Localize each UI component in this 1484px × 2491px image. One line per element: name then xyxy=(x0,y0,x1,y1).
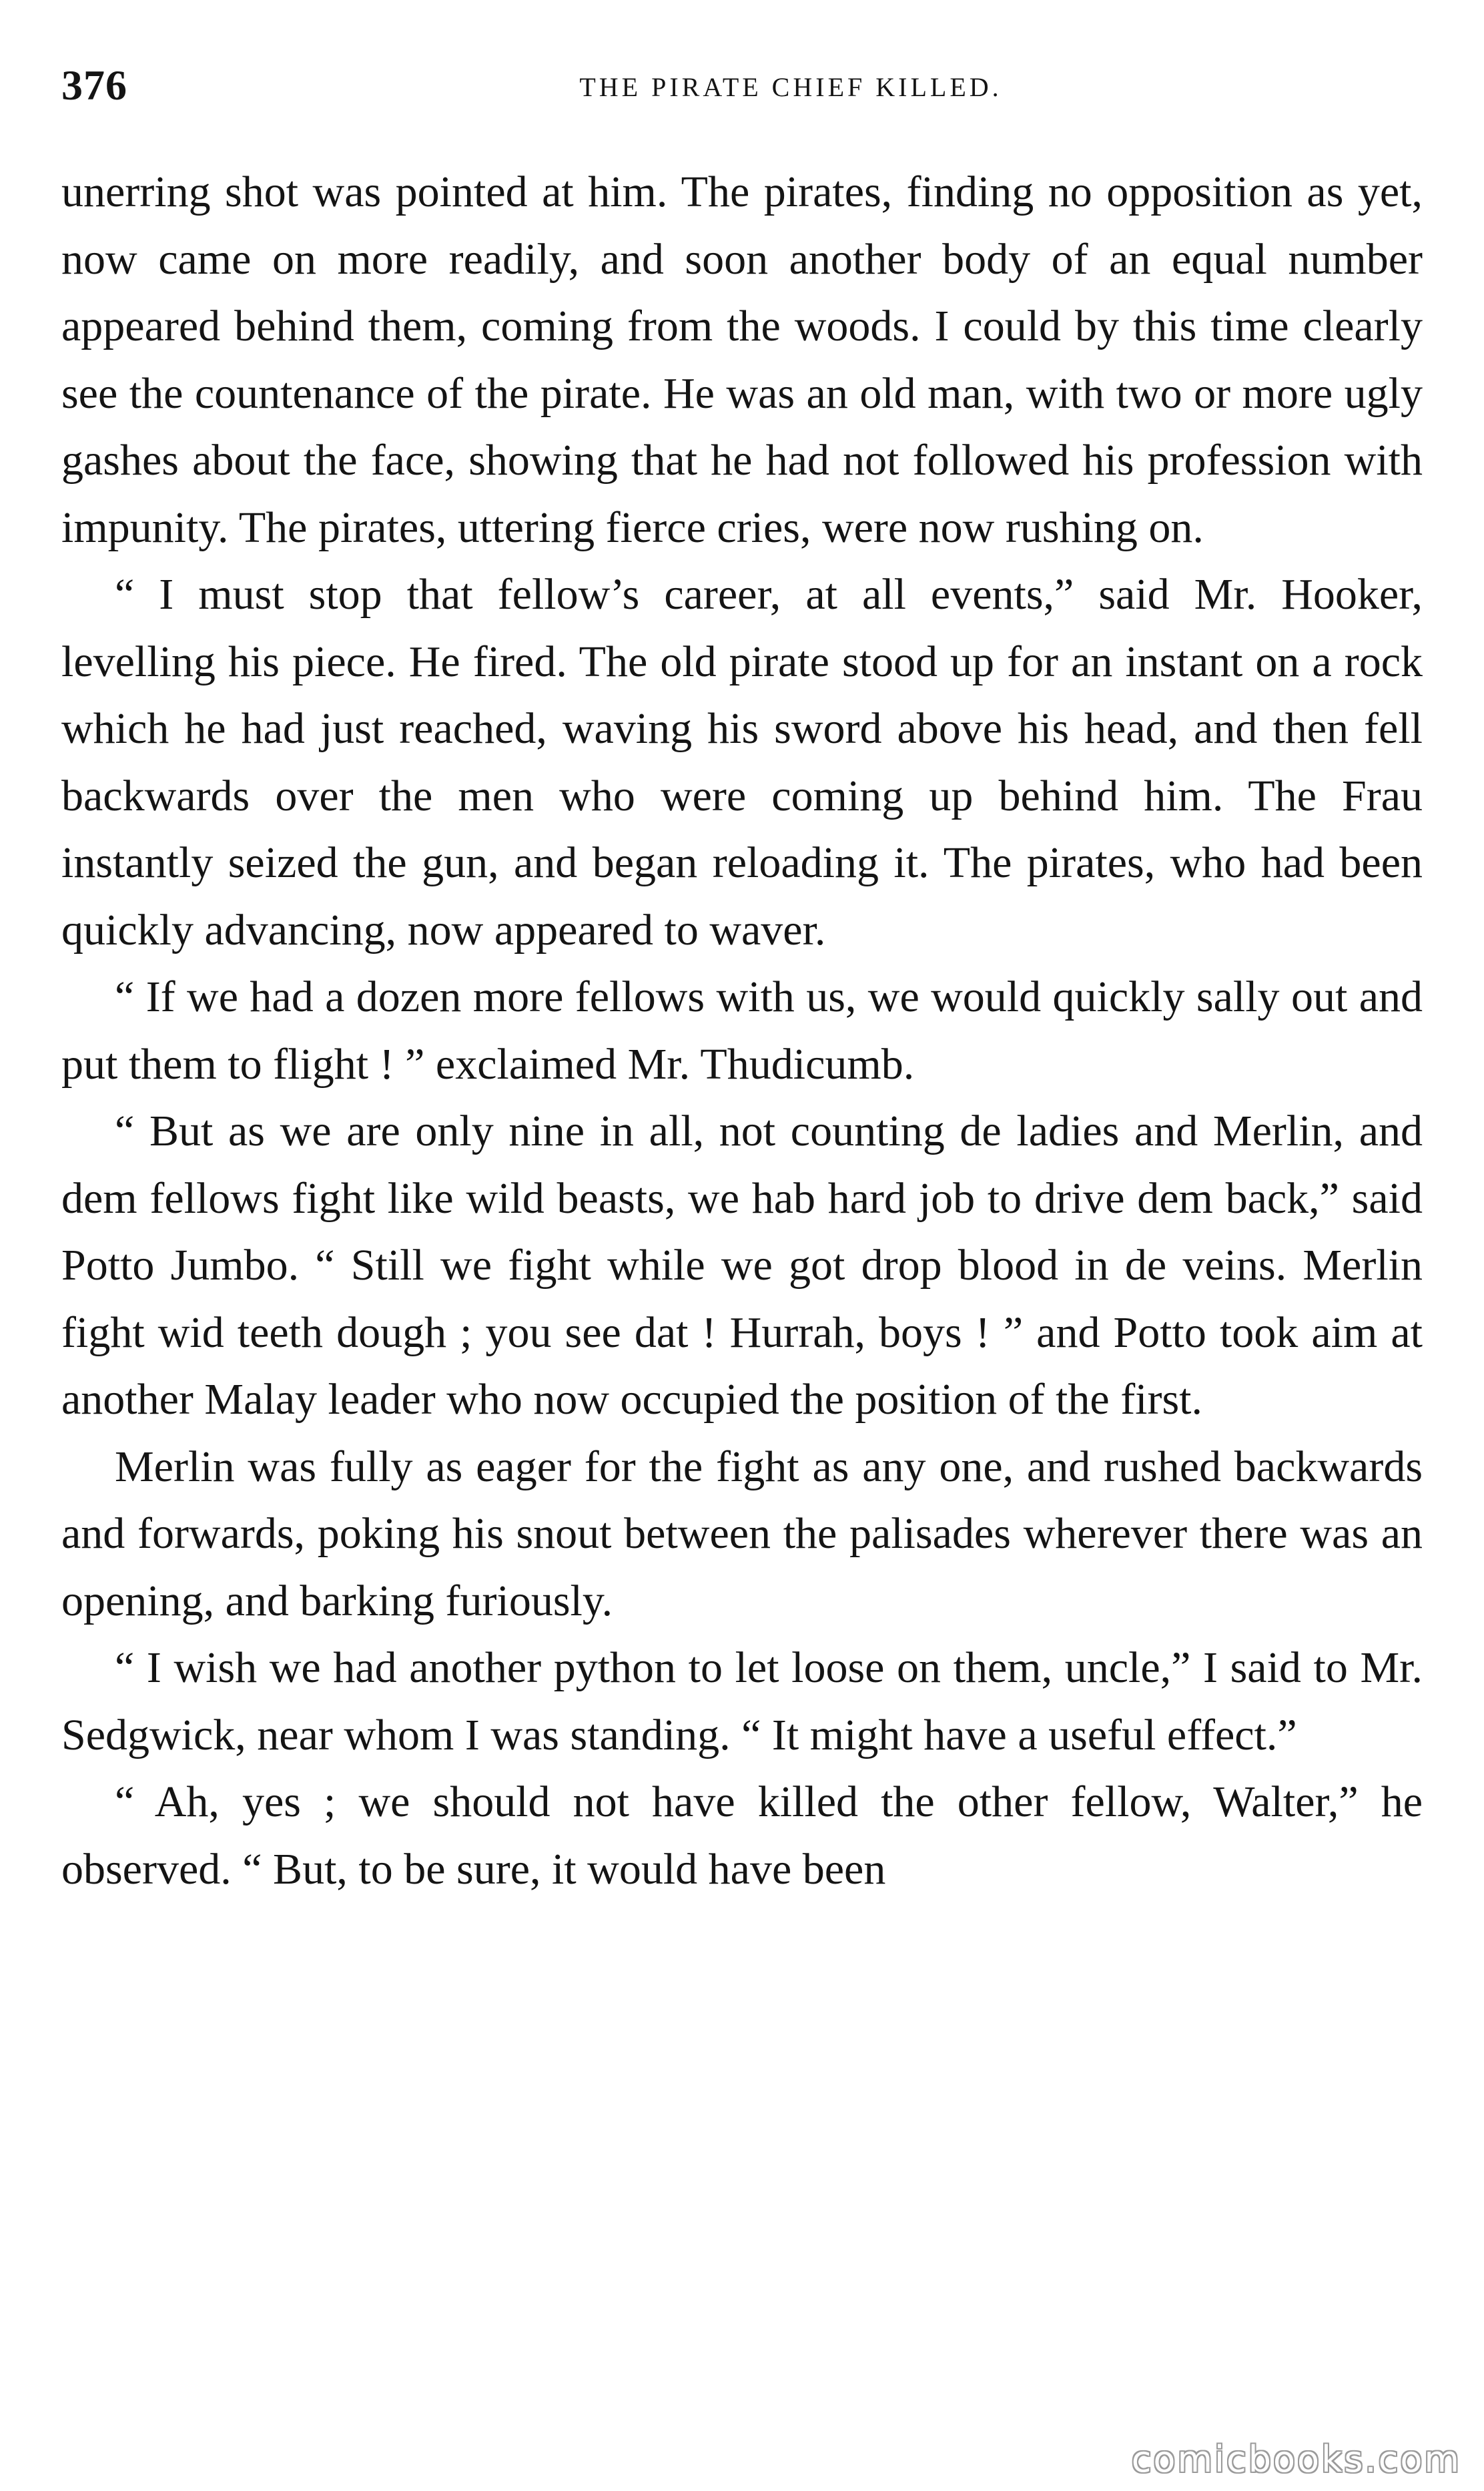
paragraph-2: “ I must stop that fellow’s career, at all events,” said Mr. Hooker, levelling his piece. He fired. The old pirate stood up for an instant on a rock which he had just reached, waving his sword above his head, and then fell backwards over the men who were coming up behind him. The Frau instantly seized the gun, and began reloading it. The pirates, who had been quickly advancing, now appeared to waver. xyxy=(61,570,1423,954)
paragraph-3: “ If we had a dozen more fellows with us, we would quickly sally out and put them to flight ! ” exclaimed Mr. Thudicumb. xyxy=(61,973,1423,1089)
running-head: THE PIRATE CHIEF KILLED. xyxy=(579,72,1002,102)
page-header xyxy=(61,59,1420,112)
paragraph-7: “ Ah, yes ; we should not have killed the other fellow, Walter,” he observed. “ But, to be sure, it would have been xyxy=(61,1777,1423,1894)
paragraph-1: unerring shot was pointed at him. The pirates, finding no opposition as yet, now came on more readily, and soon another body of an equal number appeared behind them, coming from the woods. I could by this time clearly see the countenance of the pirate. He was an old man, with two or more ugly gashes about the face, showing that he had not followed his profession with impunity. The pirates, uttering fierce cries, were now rushing on. xyxy=(61,168,1423,552)
watermark: comicbooks.com xyxy=(1131,2438,1461,2480)
paragraph-4: “ But as we are only nine in all, not counting de ladies and Merlin, and dem fellows fight like wild beasts, we hab hard job to drive dem back,” said Potto Jumbo. “ Still we fight while we got drop blood in de veins. Merlin fight wid teeth dough ; you see dat ! Hurrah, boys ! ” and Potto took aim at another Malay leader who now occupied the position of the first. xyxy=(61,1107,1423,1424)
paragraph-6: “ I wish we had another python to let loose on them, uncle,” I said to Mr. Sedgwick, near whom I was standing. “ It might have a useful effect.” xyxy=(61,1643,1423,1759)
page-number: 376 xyxy=(61,61,127,109)
body-text xyxy=(61,159,1423,1903)
paragraph-5: Merlin was fully as eager for the fight as any one, and rushed backwards and forwards, poking his snout between the palisades wherever there was an opening, and barking furiously. xyxy=(61,1442,1423,1625)
